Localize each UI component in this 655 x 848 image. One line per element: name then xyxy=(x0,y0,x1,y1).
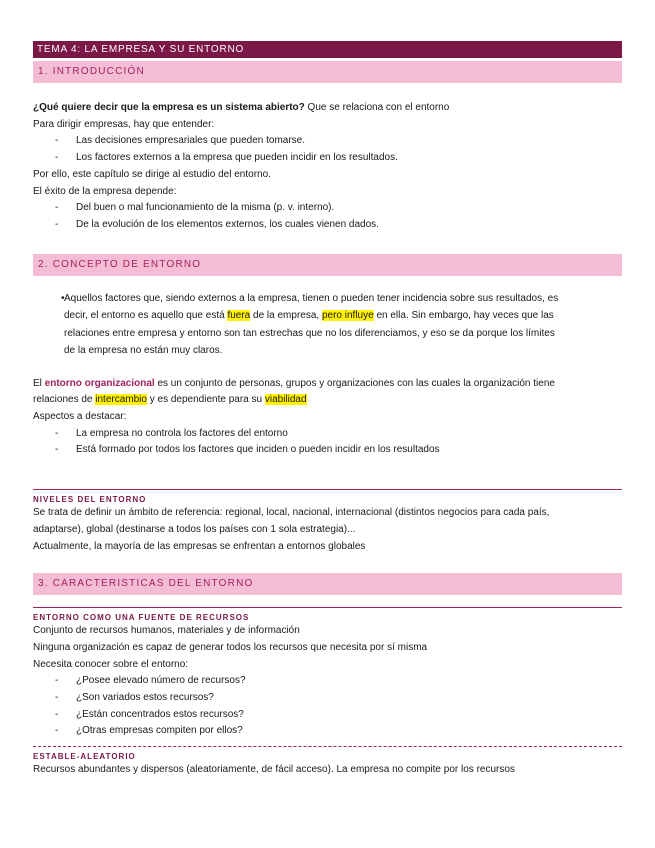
highlighted-term: viabilidad xyxy=(264,394,307,406)
text-run: es un conjunto de personas, grupos y organizaciones con las cuales la organización tiene xyxy=(154,377,555,389)
section-heading-caracteristicas: 3. CARACTERISTICAS DEL ENTORNO xyxy=(33,573,622,595)
dash-mark: - xyxy=(55,444,59,456)
recursos-line: Necesita conocer sobre el entorno: xyxy=(33,658,189,670)
bullet-line: Aquellos factores que, siendo externos a la empresa, tienen o pueden tener incidencia sobre sus resultados, es xyxy=(64,292,559,304)
bullet-line: de la empresa no están muy claros. xyxy=(64,345,223,357)
intro-question xyxy=(33,100,622,117)
list-item xyxy=(33,217,622,234)
section-heading-concepto: 2. CONCEPTO DE ENTORNO xyxy=(33,254,622,276)
dash-mark: - xyxy=(55,427,59,439)
list-item xyxy=(33,426,622,443)
highlighted-term: pero influye xyxy=(321,310,374,322)
list-item xyxy=(33,707,622,724)
intro-line: Por ello, este capítulo se dirige al estudio del entorno. xyxy=(33,168,271,180)
recursos-line: Conjunto de recursos humanos, materiales y de información xyxy=(33,625,300,637)
list-item xyxy=(33,673,622,690)
dash-mark: - xyxy=(55,725,59,737)
dash-mark: - xyxy=(55,152,59,164)
aspects-label: Aspectos a destacar: xyxy=(33,411,127,423)
section-heading-introduccion: 1. INTRODUCCIÓN xyxy=(33,61,622,83)
subheading-recursos: ENTORNO COMO UNA FUENTE DE RECURSOS xyxy=(33,607,622,623)
dash-mark: - xyxy=(55,675,59,687)
definition-line xyxy=(33,376,622,393)
document-page xyxy=(33,41,622,779)
text-run: de la empresa, xyxy=(250,310,322,322)
list-item xyxy=(33,690,622,707)
list-item-text: Las decisiones empresariales que pueden tomarse. xyxy=(76,135,306,147)
list-item-text: ¿Otras empresas compiten por ellos? xyxy=(76,725,243,737)
dash-mark: - xyxy=(55,135,59,147)
list-item-text: De la evolución de los elementos externos, los cuales vienen dados. xyxy=(76,218,379,230)
list-item-text: ¿Están concentrados estos recursos? xyxy=(76,708,244,720)
bullet-icon: • xyxy=(61,292,65,304)
text-run: en ella. Sin embargo, hay veces que las xyxy=(373,310,554,322)
subheading-estable-aleatorio: ESTABLE-ALEATORIO xyxy=(33,746,622,762)
document-title: TEMA 4: LA EMPRESA Y SU ENTORNO xyxy=(33,41,622,58)
niveles-line: Se trata de definir un ámbito de referencia: regional, local, nacional, internacional (distintos negocios para cada país, xyxy=(33,507,550,519)
list-item xyxy=(33,150,622,167)
intro-line: El éxito de la empresa depende: xyxy=(33,185,177,197)
text-run: y es dependiente para su xyxy=(146,394,265,406)
question-bold: ¿Qué quiere decir que la empresa es un sistema abierto? xyxy=(33,102,305,113)
subheading-niveles: NIVELES DEL ENTORNO xyxy=(33,489,622,505)
list-item xyxy=(33,723,622,740)
dash-mark: - xyxy=(55,218,59,230)
highlighted-term: fuera xyxy=(227,310,251,322)
dash-mark: - xyxy=(55,202,59,214)
list-item-text: ¿Son variados estos recursos? xyxy=(76,692,214,704)
list-item xyxy=(33,133,622,150)
recursos-line: Ninguna organización es capaz de generar todos los recursos que necesita por sí misma xyxy=(33,641,428,653)
estable-line: Recursos abundantes y dispersos (aleatoriamente, de fácil acceso). La empresa no compite por los recursos xyxy=(33,764,515,776)
dash-mark: - xyxy=(55,692,59,704)
text-run: decir, el entorno es aquello que está xyxy=(64,310,228,322)
definition-line xyxy=(33,392,622,409)
list-item xyxy=(33,442,622,459)
key-term: entorno organizacional xyxy=(44,377,155,389)
bullet-paragraph xyxy=(33,290,622,360)
list-item-text: La empresa no controla los factores del entorno xyxy=(76,427,288,439)
intro-line: Para dirigir empresas, hay que entender: xyxy=(33,118,215,130)
question-answer: Que se relaciona con el entorno xyxy=(304,102,450,113)
list-item-text: Los factores externos a la empresa que pueden incidir en los resultados. xyxy=(76,152,398,164)
bullet-line: relaciones entre empresa y entorno son tan estrechas que no los diferenciamos, y eso se da porque los límites xyxy=(64,327,555,339)
list-item-text: Está formado por todos los factores que inciden o pueden incidir en los resultados xyxy=(76,444,440,456)
niveles-line: Actualmente, la mayoría de las empresas se enfrentan a entornos globales xyxy=(33,540,366,552)
list-item-text: Del buen o mal funcionamiento de la misma (p. v. interno). xyxy=(76,202,335,214)
text-run: relaciones de xyxy=(33,394,96,406)
text-run: El xyxy=(33,377,45,389)
bullet-line xyxy=(64,307,622,325)
list-item-text: ¿Posee elevado número de recursos? xyxy=(76,675,246,687)
niveles-line: adaptarse), global (destinarse a todos los países con 1 sola estrategia)... xyxy=(33,523,356,535)
dash-mark: - xyxy=(55,708,59,720)
highlighted-term: intercambio xyxy=(95,394,147,406)
list-item xyxy=(33,200,622,217)
